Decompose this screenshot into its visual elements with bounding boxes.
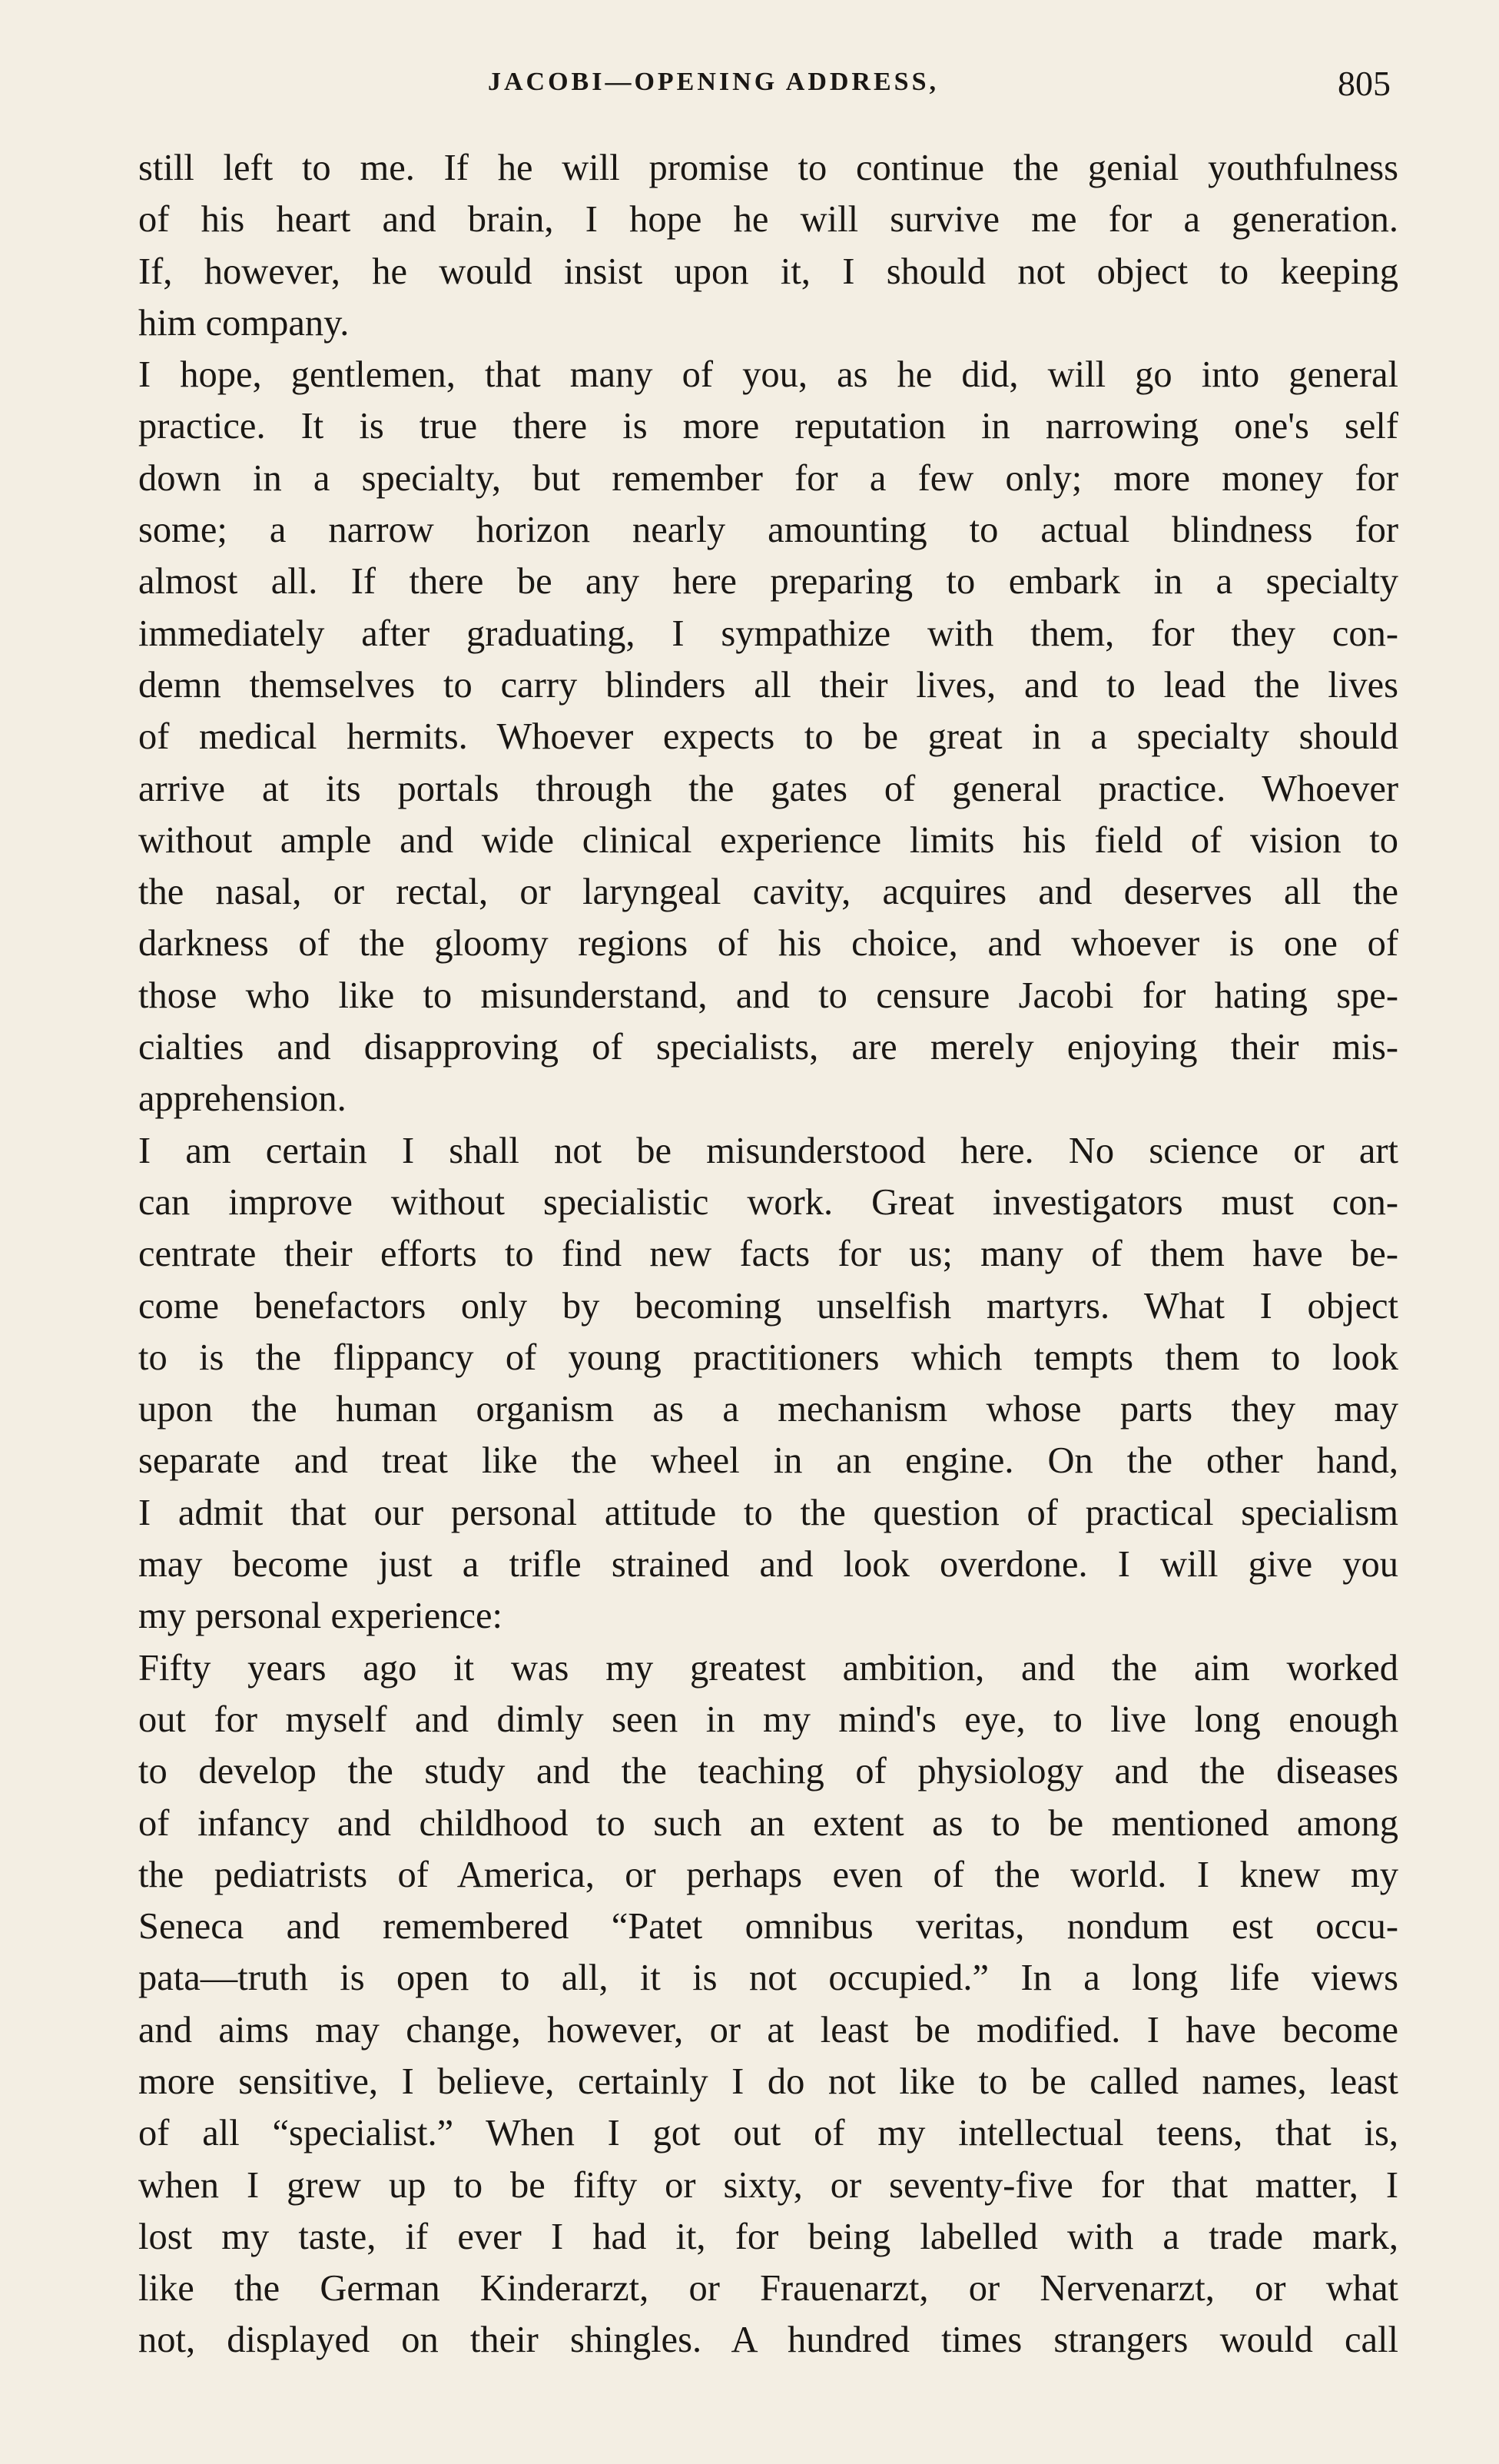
text-line: my personal experience:: [138, 1596, 503, 1637]
text-line: upon the human organism as a mechanism whose parts they may: [138, 1389, 1398, 1430]
text-line: not, displayed on their shingles. A hundred times strangers would call: [138, 2320, 1398, 2361]
text-line: Seneca and remembered “Patet omnibus veritas, nondum est occu-: [138, 1906, 1398, 1948]
text-line: the pediatrists of America, or perhaps even of the world. I knew my: [138, 1854, 1398, 1895]
text-line: like the German Kinderarzt, or Frauenarzt, or Nervenarzt, or what: [138, 2268, 1398, 2310]
text-line: I hope, gentlemen, that many of you, as he did, will go into general: [138, 354, 1398, 396]
text-line: separate and treat like the wheel in an engine. On the other hand,: [138, 1440, 1398, 1482]
text-line: I am certain I shall not be misunderstood here. No science or art: [138, 1130, 1398, 1171]
text-line: almost all. If there be any here preparing to embark in a specialty: [138, 561, 1398, 603]
text-line: practice. It is true there is more reputation in narrowing one's self: [138, 406, 1398, 447]
text-line: of his heart and brain, I hope he will survive me for a generation.: [138, 199, 1398, 241]
text-line: If, however, he would insist upon it, I should not object to keeping: [138, 251, 1398, 292]
text-line: darkness of the gloomy regions of his choice, and whoever is one of: [138, 923, 1398, 965]
text-line: more sensitive, I believe, certainly I do not like to be called names, least: [138, 2061, 1398, 2102]
text-line: when I grew up to be fifty or sixty, or seventy-five for that matter, I: [138, 2164, 1398, 2206]
text-line: of all “specialist.” When I got out of my intellectual teens, that is,: [138, 2113, 1398, 2154]
text-line: of medical hermits. Whoever expects to be great in a specialty should: [138, 716, 1398, 758]
text-line: the nasal, or rectal, or laryngeal cavity, acquires and deserves all the: [138, 872, 1398, 913]
text-line: lost my taste, if ever I had it, for being labelled with a trade mark,: [138, 2216, 1398, 2257]
body-text: [138, 142, 1398, 2366]
running-title: JACOBI—OPENING ADDRESS,: [488, 68, 939, 96]
text-line: pata—truth is open to all, it is not occupied.” In a long life views: [138, 1958, 1398, 1999]
text-line: apprehension.: [138, 1078, 347, 1120]
text-line: and aims may change, however, or at least be modified. I have become: [138, 2009, 1398, 2051]
text-line: those who like to misunderstand, and to censure Jacobi for hating spe-: [138, 975, 1398, 1016]
text-line: still left to me. If he will promise to continue the genial youthfulness: [138, 148, 1398, 188]
text-line: to is the flippancy of young practitioners which tempts them to look: [138, 1337, 1398, 1378]
text-line: come benefactors only by becoming unselfish martyrs. What I object: [138, 1285, 1398, 1327]
text-line: can improve without specialistic work. Great investigators must con-: [138, 1181, 1398, 1223]
text-line: demn themselves to carry blinders all their lives, and to lead the lives: [138, 664, 1398, 706]
text-line: Fifty years ago it was my greatest ambition, and the aim worked: [138, 1647, 1398, 1689]
text-line: immediately after graduating, I sympathize with them, for they con-: [138, 613, 1398, 654]
text-line: some; a narrow horizon nearly amounting to actual blindness for: [138, 510, 1398, 551]
text-line: down in a specialty, but remember for a few only; more money for: [138, 457, 1398, 499]
text-line: may become just a trifle strained and look overdone. I will give you: [138, 1544, 1398, 1586]
text-line: centrate their efforts to find new facts for us; many of them have be-: [138, 1234, 1398, 1275]
text-line: him company.: [138, 302, 350, 344]
running-head: [134, 64, 1398, 114]
page-number: 805: [1338, 64, 1391, 103]
text-line: to develop the study and the teaching of physiology and the diseases: [138, 1751, 1398, 1792]
text-line: out for myself and dimly seen in my mind's eye, to live long enough: [138, 1699, 1398, 1740]
text-line: of infancy and childhood to such an extent as to be mentioned among: [138, 1802, 1398, 1844]
text-line: without ample and wide clinical experience limits his field of vision to: [138, 819, 1398, 861]
text-line: arrive at its portals through the gates of general practice. Whoever: [138, 768, 1398, 809]
text-line: cialties and disapproving of specialists, are merely enjoying their mis-: [138, 1027, 1398, 1068]
text-line: I admit that our personal attitude to the question of practical specialism: [138, 1492, 1398, 1533]
